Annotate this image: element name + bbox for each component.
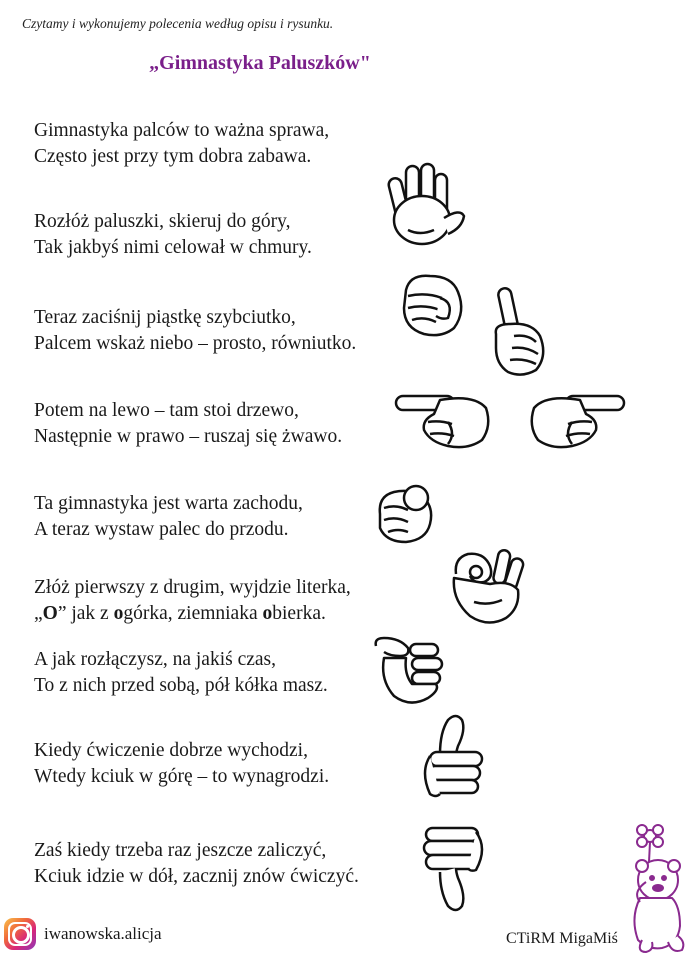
- stanza-line: To z nich przed sobą, pół kółka masz.: [34, 675, 328, 696]
- stanza-5: [34, 491, 303, 543]
- stanza-line: Palcem wskaż niebo – prosto, równiutko.: [34, 333, 357, 354]
- author-credit: CTiRM MigaMiś: [506, 930, 618, 947]
- stanza-line: Złóż pierwszy z drugim, wyjdzie literka,: [34, 577, 351, 598]
- intro-instruction: Czytamy i wykonujemy polecenia według opisu i rysunku.: [22, 16, 334, 31]
- half-circle-hand-icon: [370, 634, 450, 710]
- pointing-left-hand-icon: [394, 390, 494, 452]
- stanza-line: Wtedy kciuk w górę – to wynagrodzi.: [34, 766, 330, 787]
- stanza-9: [34, 838, 359, 890]
- instagram-handle[interactable]: iwanowska.alicja: [44, 924, 162, 943]
- stanza-4: [34, 398, 342, 450]
- stanza-line: [34, 601, 351, 627]
- stanza-line: Zaś kiedy trzeba raz jeszcze zaliczyć,: [34, 840, 327, 861]
- pointing-forward-hand-icon: [372, 478, 442, 548]
- stanza-line: Tak jakbyś nimi celował w chmury.: [34, 237, 312, 258]
- stanza-line: Ta gimnastyka jest warta zachodu,: [34, 493, 303, 514]
- instagram-credit[interactable]: [4, 918, 162, 950]
- line-segment: ” jak z: [57, 603, 114, 624]
- line-segment: bierka.: [272, 603, 326, 624]
- stanza-line: Następnie w prawo – ruszaj się żwawo.: [34, 426, 343, 447]
- stanza-8: [34, 738, 329, 790]
- open-hand-icon: [378, 160, 468, 252]
- pointing-right-hand-icon: [526, 390, 626, 452]
- ok-sign-hand-icon: [444, 544, 530, 630]
- stanza-line: Potem na lewo – tam stoi drzewo,: [34, 400, 299, 421]
- bold-letter-o: o: [113, 603, 124, 624]
- stanza-line: Kiedy ćwiczenie dobrze wychodzi,: [34, 740, 308, 761]
- pointing-up-hand-icon: [488, 284, 550, 380]
- instagram-icon[interactable]: [4, 918, 36, 950]
- fist-icon: [396, 268, 468, 340]
- stanza-1: [34, 118, 329, 170]
- bold-letter-o: o: [262, 603, 273, 624]
- stanza-line: Często jest przy tym dobra zabawa.: [34, 146, 312, 167]
- stanza-line: A teraz wystaw palec do przodu.: [34, 519, 289, 540]
- stanza-line: Teraz zaciśnij piąstkę szybciutko,: [34, 307, 296, 328]
- stanza-2: [34, 209, 312, 261]
- stanza-6: [34, 575, 351, 627]
- stanza-7: [34, 647, 328, 699]
- line-segment: górka, ziemniaka: [123, 603, 263, 624]
- thumbs-up-icon: [410, 712, 494, 804]
- bold-letter-o: O: [42, 603, 58, 624]
- stanza-line: A jak rozłączysz, na jakiś czas,: [34, 649, 277, 670]
- stanza-3: [34, 305, 356, 357]
- stanza-line: Gimnastyka palców to ważna sprawa,: [34, 120, 330, 141]
- poem-title: „Gimnastyka Paluszków": [149, 52, 371, 74]
- quote-open: „: [34, 603, 43, 624]
- thumbs-down-icon: [410, 822, 494, 914]
- bear-with-flower-icon: [612, 822, 696, 961]
- stanza-line: Rozłóż paluszki, skieruj do góry,: [34, 211, 291, 232]
- stanza-line: Kciuk idzie w dół, zacznij znów ćwiczyć.: [34, 866, 359, 887]
